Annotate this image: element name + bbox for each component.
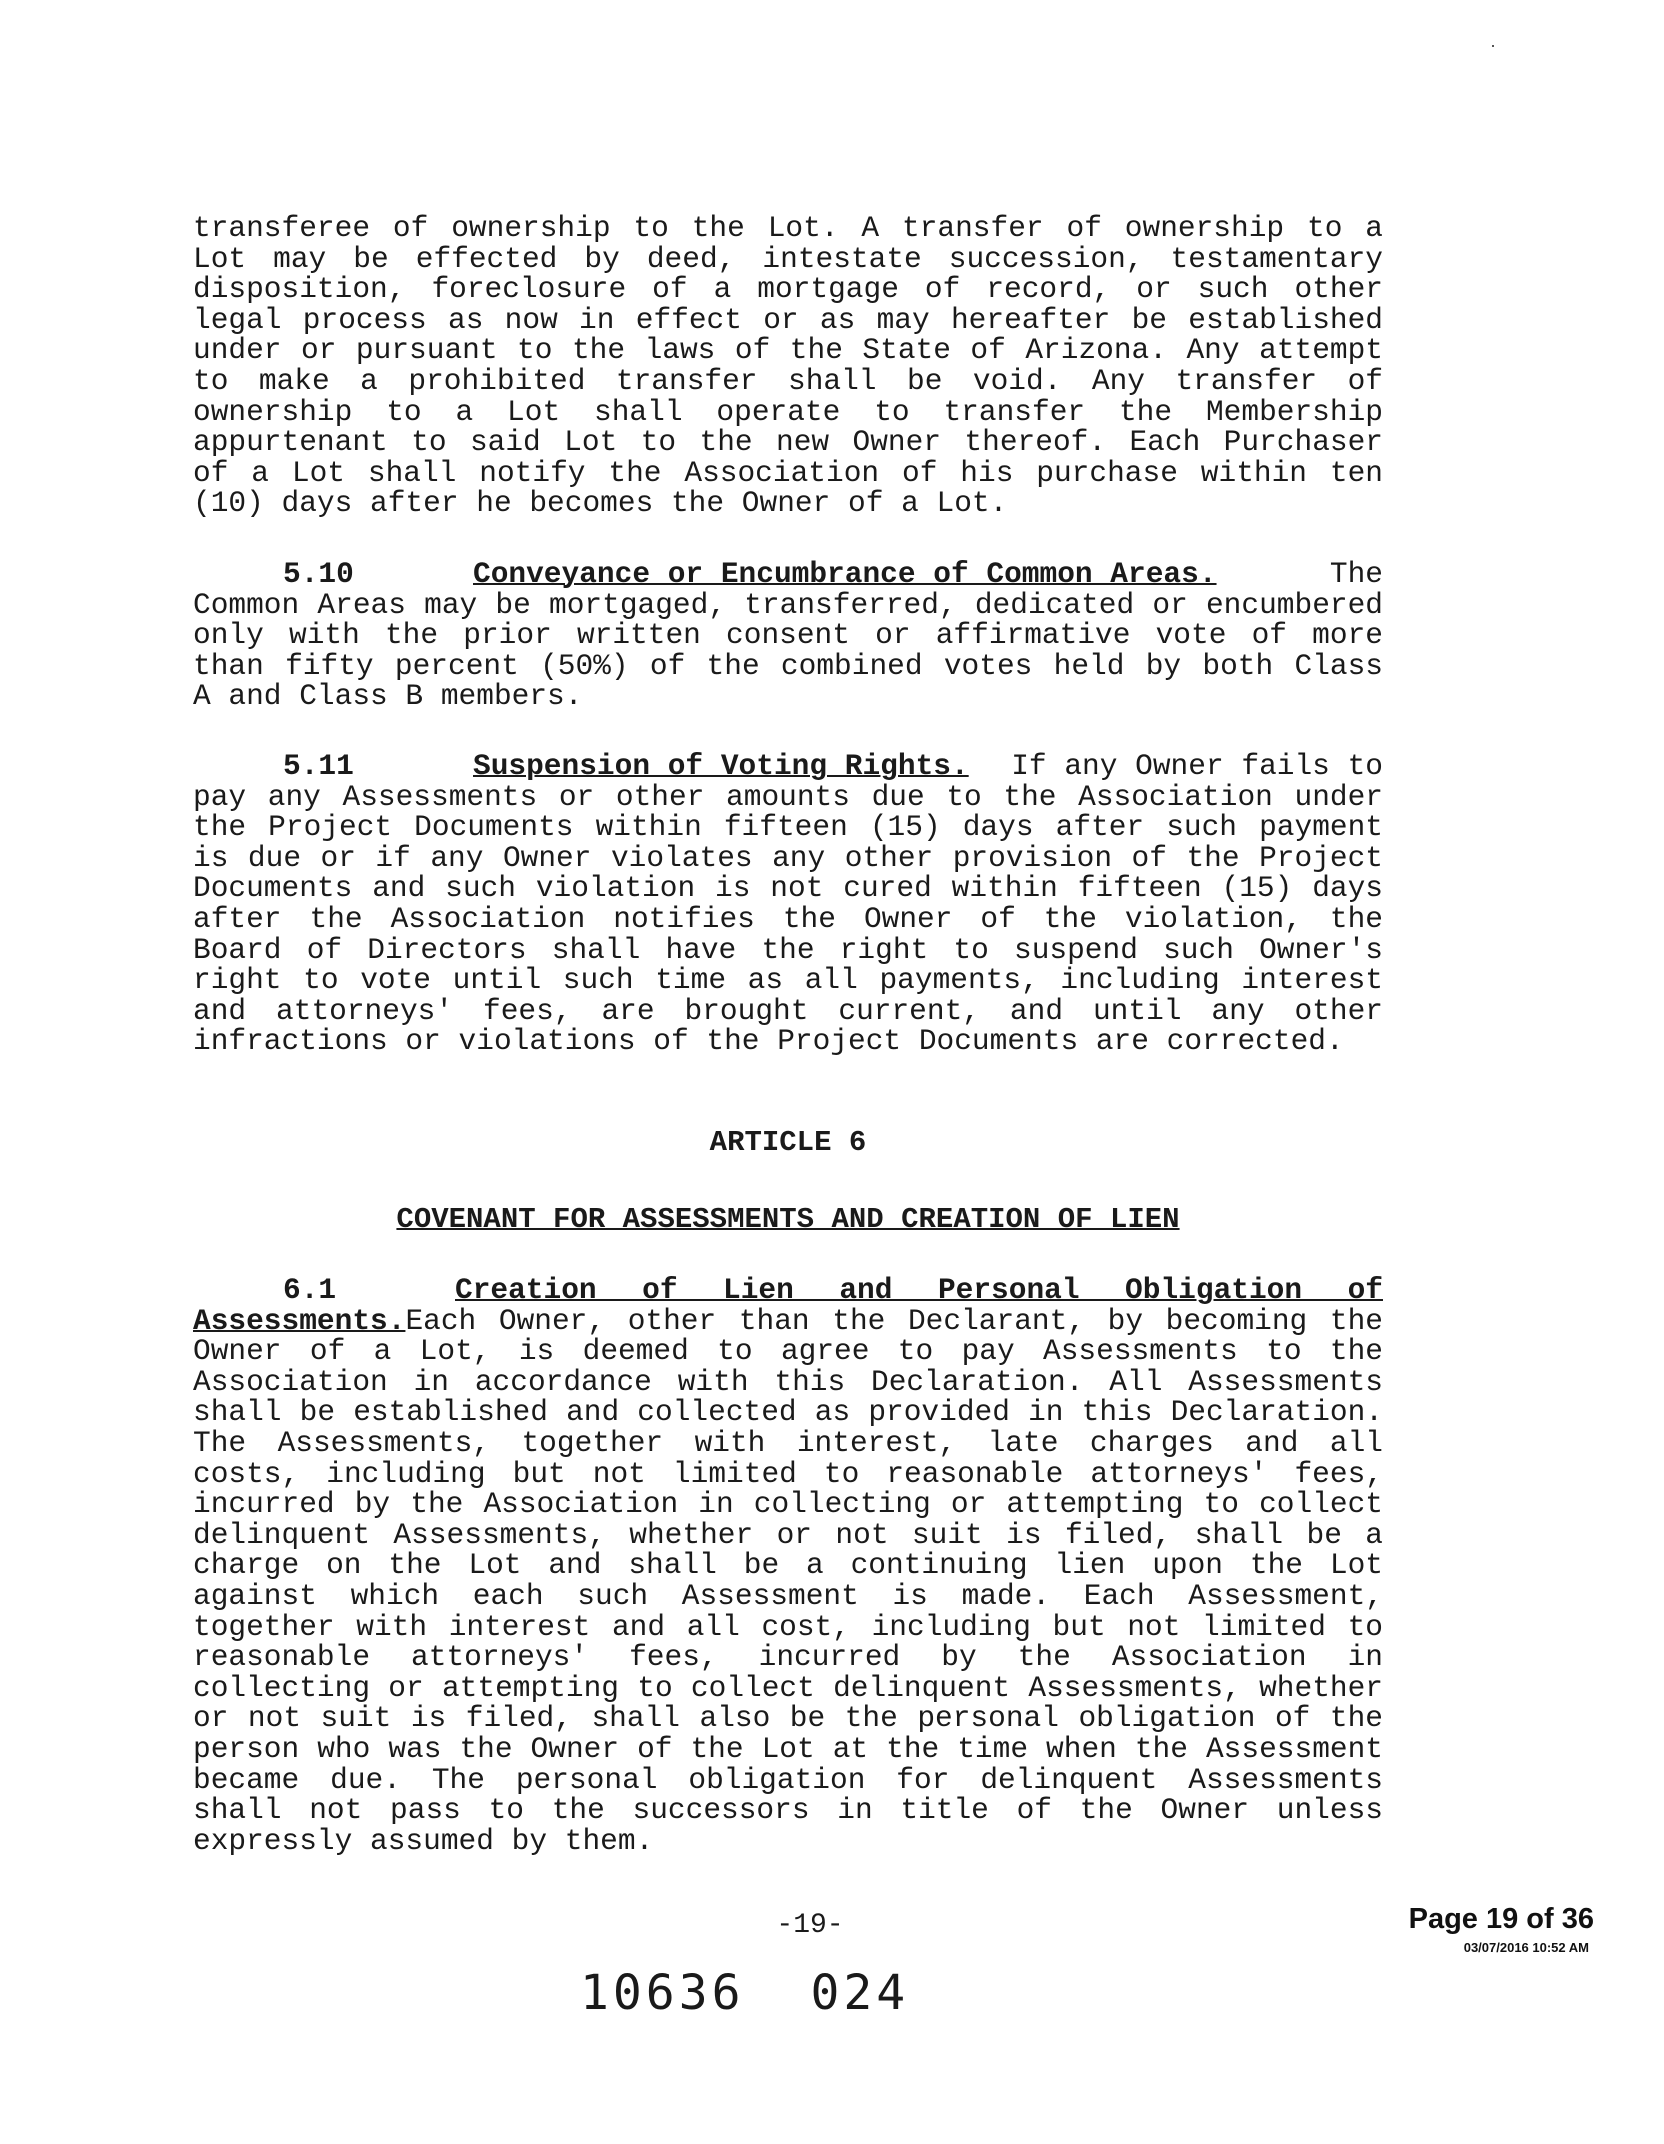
paragraph-line: (10) days after he becomes the Owner of a Lot. (193, 486, 1008, 521)
paragraph-line: Association in accordance with this Declaration. All Assessments (193, 1364, 1383, 1399)
paragraph-line: shall not pass to the successors in title of the Owner unless (193, 1793, 1383, 1828)
scan-speck (1492, 45, 1494, 47)
paragraph-line: shall be established and collected as provided in this Declaration. (193, 1395, 1383, 1430)
section-6-1-line1 (193, 1303, 1383, 1338)
paragraph-line: right to vote until such time as all payments, including interest (193, 963, 1383, 998)
section-title: Creation of Lien and Personal Obligation of (455, 1273, 1383, 1307)
paragraph-line: together with interest and all cost, including but not limited to (193, 1609, 1383, 1644)
paragraph-line: against which each such Assessment is made. Each Assessment, (193, 1578, 1383, 1613)
paragraph-line: only with the prior written consent or affirmative vote of more (193, 618, 1383, 653)
section-lead: If any Owner fails to (1011, 749, 1383, 783)
section-5-10 (193, 559, 1383, 712)
paragraph-line: incurred by the Association in collecting or attempting to collect (193, 1487, 1383, 1522)
paragraph-line: transferee of ownership to the Lot. A transfer of ownership to a (193, 211, 1383, 245)
paragraph-line: the Project Documents within fifteen (15) days after such payment (193, 810, 1383, 845)
paragraph-line: delinquent Assessments, whether or not suit is filed, shall be a (193, 1517, 1383, 1552)
section-line1-rest: Each Owner, other than the Declarant, by becoming the (405, 1303, 1383, 1338)
paragraph-line: appurtenant to said Lot to the new Owner thereof. Each Purchaser (193, 425, 1383, 460)
paragraph-line: to make a prohibited transfer shall be void. Any transfer of (193, 363, 1383, 398)
paragraph-line: infractions or violations of the Project Documents are corrected. (193, 1024, 1344, 1059)
section-6-1-heading (193, 1275, 1383, 1306)
page-number: -19- (776, 1910, 844, 1941)
paragraph-line: under or pursuant to the laws of the State of Arizona. Any attempt (193, 333, 1383, 368)
article-label: ARTICLE 6 (709, 1126, 867, 1159)
section-lead: The (1329, 557, 1383, 591)
paragraph-line: charge on the Lot and shall be a continuing lien upon the Lot (193, 1548, 1383, 1583)
paragraph-line: Board of Directors shall have the right to suspend such Owner's (193, 932, 1383, 967)
paragraph-line: pay any Assessments or other amounts due to the Association under (193, 779, 1383, 814)
paragraph-line: is due or if any Owner violates any other provision of the Project (193, 840, 1383, 875)
section-5-11 (193, 751, 1383, 1057)
section-5-11-heading (193, 751, 1383, 782)
paragraph-line: of a Lot shall notify the Association of his purchase within ten (193, 455, 1383, 490)
section-number: 6.1 (283, 1273, 337, 1307)
book-number: 10636 (580, 1965, 745, 2021)
paragraph-line: and attorneys' fees, are brought current, and until any other (193, 993, 1383, 1028)
paragraph-line: costs, including but not limited to reasonable attorneys' fees, (193, 1456, 1383, 1491)
paragraph-line: Lot may be effected by deed, intestate succession, testamentary (193, 241, 1383, 276)
continuation-paragraph (193, 213, 1383, 519)
paragraph-line: Owner of a Lot, is deemed to agree to pay Assessments to the (193, 1334, 1383, 1369)
article-title (193, 1203, 1383, 1236)
paragraph-line: Documents and such violation is not cured within fifteen (15) days (193, 871, 1383, 906)
section-number: 5.11 (283, 749, 354, 783)
paragraph-line: or not suit is filed, shall also be the personal obligation of the (193, 1701, 1383, 1736)
paragraph-line: disposition, foreclosure of a mortgage of record, or such other (193, 272, 1383, 307)
paragraph-line: A and Class B members. (193, 679, 583, 714)
article-title-text: COVENANT FOR ASSESSMENTS AND CREATION OF LIEN (396, 1203, 1180, 1236)
section-title: Suspension of Voting Rights. (473, 749, 969, 783)
paragraph-line: collecting or attempting to collect delinquent Assessments, whether (193, 1670, 1383, 1705)
paragraph-line: reasonable attorneys' fees, incurred by the Association in (193, 1640, 1383, 1675)
book-page: 024 (810, 1965, 910, 2021)
page-count-label: Page 19 of 36 (1408, 1903, 1594, 1935)
paragraph-line: than fifty percent (50%) of the combined votes held by both Class (193, 648, 1383, 683)
section-number: 5.10 (283, 557, 354, 591)
paragraph-line: legal process as now in effect or as may hereafter be established (193, 302, 1383, 337)
book-page-reference (580, 1965, 909, 2021)
recording-timestamp: 03/07/2016 10:52 AM (1463, 1940, 1589, 1955)
paragraph-line: The Assessments, together with interest, late charges and all (193, 1425, 1383, 1460)
section-5-10-heading (193, 559, 1383, 590)
section-title-continued: Assessments. (193, 1303, 406, 1338)
paragraph-line: expressly assumed by them. (193, 1823, 654, 1858)
section-title: Conveyance or Encumbrance of Common Areas. (473, 557, 1217, 591)
paragraph-line: ownership to a Lot shall operate to transfer the Membership (193, 394, 1383, 429)
paragraph-line: Common Areas may be mortgaged, transferred, dedicated or encumbered (193, 587, 1383, 622)
paragraph-line: person who was the Owner of the Lot at the time when the Assessment (193, 1731, 1383, 1766)
section-6-1 (193, 1275, 1383, 1856)
paragraph-line: after the Association notifies the Owner of the violation, the (193, 901, 1383, 936)
paragraph-line: became due. The personal obligation for delinquent Assessments (193, 1762, 1383, 1797)
